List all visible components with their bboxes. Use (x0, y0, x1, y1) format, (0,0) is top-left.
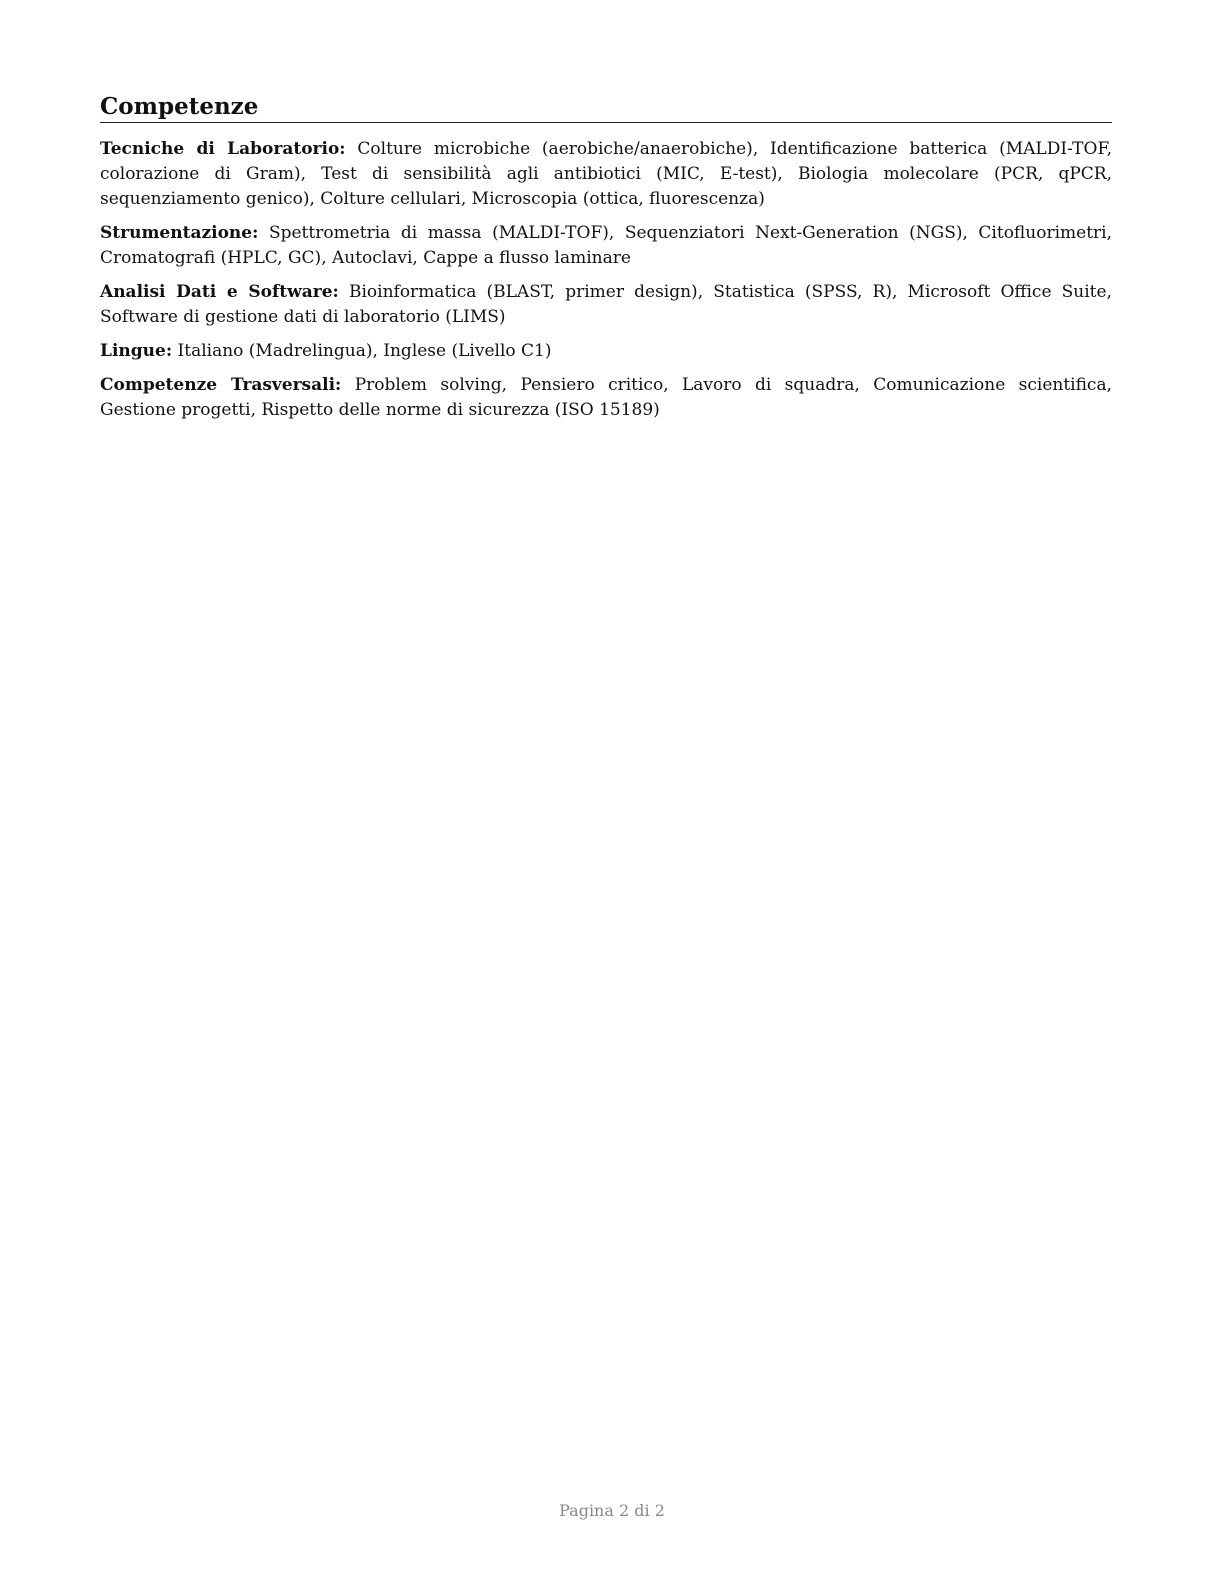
skills-list (100, 137, 1112, 423)
skill-label: Analisi Dati e Software: (100, 282, 339, 302)
page-number-footer: Pagina 2 di 2 (559, 1501, 665, 1520)
skill-item-lab-techniques (100, 137, 1112, 212)
skill-item-soft-skills (100, 373, 1112, 423)
skill-text: Bioinformatica (BLAST, primer design), Statistica (SPSS, R), Microsoft Office Suite, Software di gestione dati di laboratorio (LIMS) (100, 282, 1112, 327)
skill-label: Lingue: (100, 341, 173, 361)
skill-item-data-software (100, 280, 1112, 330)
skill-label: Competenze Trasversali: (100, 375, 342, 395)
section-title: Competenze (100, 92, 1112, 123)
skill-text: Spettrometria di massa (MALDI-TOF), Sequenziatori Next-Generation (NGS), Citofluorimetri, Cromatografi (HPLC, GC), Autoclavi, Cappe a flusso laminare (100, 223, 1112, 268)
skill-text: Problem solving, Pensiero critico, Lavoro di squadra, Comunicazione scientifica, Gestione progetti, Rispetto delle norme di sicurezza (ISO 15189) (100, 375, 1112, 420)
document-page (100, 92, 1112, 432)
skill-item-languages (100, 339, 1112, 364)
skill-text: Colture microbiche (aerobiche/anaerobiche), Identificazione batterica (MALDI-TOF, colorazione di Gram), Test di sensibilità agli antibiotici (MIC, E-test), Biologia molecolare (PCR, qPCR, sequenziamento genico), Colture cellulari, Microscopia (ottica, fluorescenza) (100, 139, 1113, 209)
skill-text: Italiano (Madrelingua), Inglese (Livello C1) (177, 341, 552, 361)
skill-label: Tecniche di Laboratorio: (100, 139, 346, 159)
skill-label: Strumentazione: (100, 223, 259, 243)
skill-item-instrumentation (100, 221, 1112, 271)
